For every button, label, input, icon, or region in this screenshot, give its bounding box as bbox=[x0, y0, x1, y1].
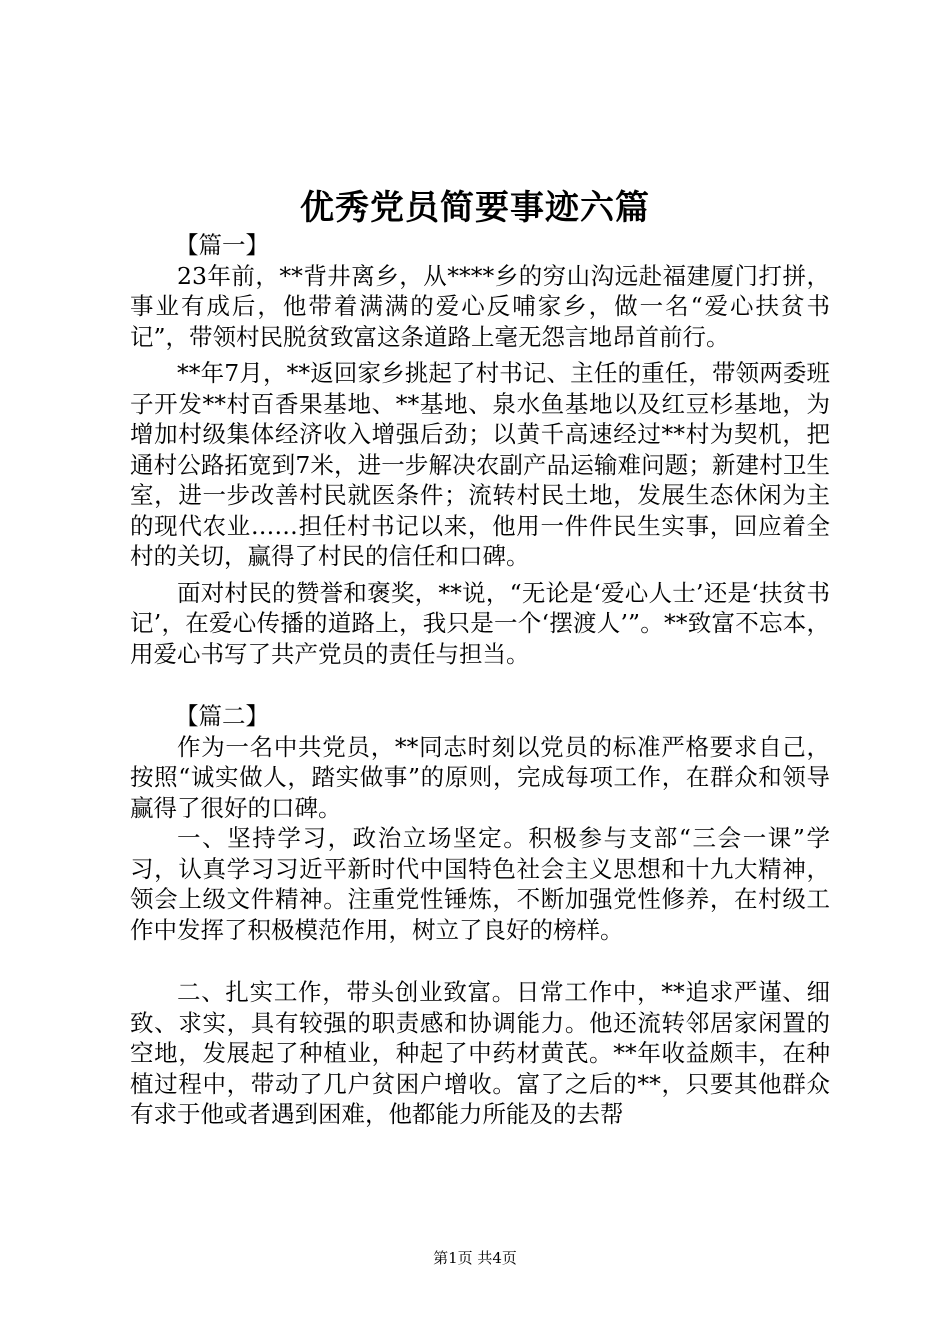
paragraph: 二、扎实工作，带头创业致富。日常工作中，**追求严谨、细致、求实，具有较强的职责感和协调能力。他还流转邻居家闲置的空地，发展起了种植业，种起了中药材黄芪。**年收益颇丰，在种植过程中，带动了几户贫困户增收。富了之后的**，只要其他群众有求于他或者遇到困难，他都能力所能及的去帮 bbox=[130, 978, 830, 1128]
page-footer: 第1页 共4页 bbox=[433, 1249, 517, 1267]
paragraph: 一、坚持学习，政治立场坚定。积极参与支部“三会一课”学习，认真学习习近平新时代中国特色社会主义思想和十九大精神，领会上级文件精神。注重党性锤炼，不断加强党性修养，在村级工作中发挥了积极模范作用，树立了良好的榜样。 bbox=[130, 824, 830, 944]
section-heading-1: 【篇一】 bbox=[175, 231, 269, 259]
document-body bbox=[130, 230, 830, 1130]
section-heading-2: 【篇二】 bbox=[175, 702, 269, 730]
paragraph: 面对村民的赞誉和褒奖，**说，“无论是‘爱心人士’还是‘扶贫书记’，在爱心传播的道路上，我只是一个‘摆渡人’”。**致富不忘本，用爱心书写了共产党员的责任与担当。 bbox=[130, 578, 830, 668]
paragraph: 作为一名中共党员，**同志时刻以党员的标准严格要求自己，按照“诚实做人，踏实做事”的原则，完成每项工作，在群众和领导赢得了很好的口碑。 bbox=[130, 732, 830, 822]
paragraph: 23年前，**背井离乡，从****乡的穷山沟远赴福建厦门打拼，事业有成后，他带着满满的爱心反哺家乡，做一名“爱心扶贫书记”，带领村民脱贫致富这条道路上毫无怨言地昂首前行。 bbox=[130, 261, 830, 351]
document-title: 优秀党员简要事迹六篇 bbox=[300, 188, 650, 228]
paragraph: **年7月，**返回家乡挑起了村书记、主任的重任，带领两委班子开发**村百香果基地、**基地、泉水鱼基地以及红豆杉基地，为增加村级集体经济收入增强后劲；以黄千高速经过**村为契机，把通村公路拓宽到7米，进一步解决农副产品运输难问题；新建村卫生室，进一步改善村民就医条件；流转村民土地，发展生态休闲为主的现代农业……担任村书记以来，他用一件件民生实事，回应着全村的关切，赢得了村民的信任和口碑。 bbox=[130, 359, 830, 570]
